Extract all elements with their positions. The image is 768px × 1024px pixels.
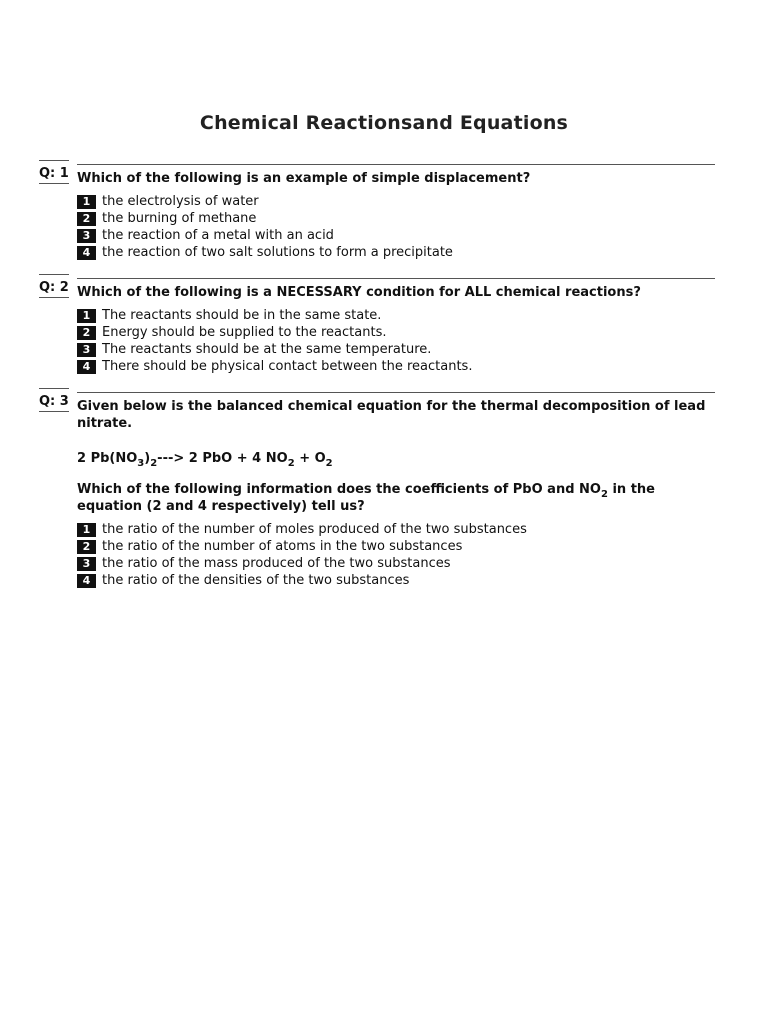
question-divider [77,164,715,165]
option-number-badge: 3 [77,557,96,571]
question-divider-left [39,160,69,161]
question-text: Which of the following is an example of simple displacement? [77,171,531,186]
question-subtext [77,481,715,515]
option-text: the ratio of the number of atoms in the two substances [102,539,463,554]
option-text: Energy should be supplied to the reactants. [102,325,387,340]
question-text: Which of the following is a NECESSARY condition for ALL chemical reactions? [77,285,641,300]
option-number-badge: 3 [77,343,96,357]
option-2[interactable] [77,324,715,341]
question-divider [77,392,715,393]
question-number: Q: 1 [39,166,69,184]
question-number: Q: 2 [39,280,69,298]
equation-subscript: 2 [150,458,158,469]
option-2[interactable] [77,538,715,555]
option-1[interactable] [77,521,715,538]
option-text: the ratio of the densities of the two substances [102,573,410,588]
option-text: the reaction of a metal with an acid [102,228,334,243]
option-3[interactable] [77,341,715,358]
chemical-equation [77,450,715,467]
question-divider-left [39,274,69,275]
option-number-badge: 4 [77,574,96,588]
option-2[interactable] [77,210,715,227]
option-1[interactable] [77,193,715,210]
option-3[interactable] [77,555,715,572]
option-number-badge: 3 [77,229,96,243]
option-number-badge: 2 [77,326,96,340]
equation-part: ---> 2 PbO + 4 NO [157,451,288,466]
subtext-part: Which of the following information does the coefficients of PbO and NO [77,482,601,497]
options-list [77,521,715,589]
option-text: the burning of methane [102,211,257,226]
option-text: the ratio of the mass produced of the two substances [102,556,451,571]
option-number-badge: 2 [77,212,96,226]
options-list [77,307,715,375]
question-number: Q: 3 [39,394,69,412]
option-4[interactable] [77,572,715,589]
option-number-badge: 1 [77,523,96,537]
question-divider [77,278,715,279]
option-number-badge: 1 [77,309,96,323]
option-number-badge: 1 [77,195,96,209]
option-text: the ratio of the number of moles produced of the two substances [102,522,527,537]
equation-part: ) [144,451,151,466]
option-number-badge: 4 [77,246,96,260]
option-text: the electrolysis of water [102,194,259,209]
page-title: Chemical Reactionsand Equations [199,112,569,134]
equation-subscript: 3 [137,458,145,469]
options-list [77,193,715,261]
option-text: The reactants should be in the same state. [102,308,382,323]
option-4[interactable] [77,244,715,261]
subtext-part: in the equation (2 and 4 respectively) tell us? [77,482,655,514]
equation-subscript: 2 [325,458,333,469]
option-text: There should be physical contact between the reactants. [102,359,473,374]
equation-subscript: 2 [287,458,295,469]
option-1[interactable] [77,307,715,324]
option-number-badge: 2 [77,540,96,554]
question-text: Given below is the balanced chemical equation for the thermal decomposition of lead nitrate. [77,399,706,431]
question-divider-left [39,388,69,389]
option-text: the reaction of two salt solutions to form a precipitate [102,245,453,260]
subtext-subscript: 2 [600,489,608,500]
option-number-badge: 4 [77,360,96,374]
option-3[interactable] [77,227,715,244]
equation-part: + O [299,451,326,466]
equation-part: 2 Pb(NO [77,451,138,466]
option-4[interactable] [77,358,715,375]
option-text: The reactants should be at the same temperature. [102,342,432,357]
